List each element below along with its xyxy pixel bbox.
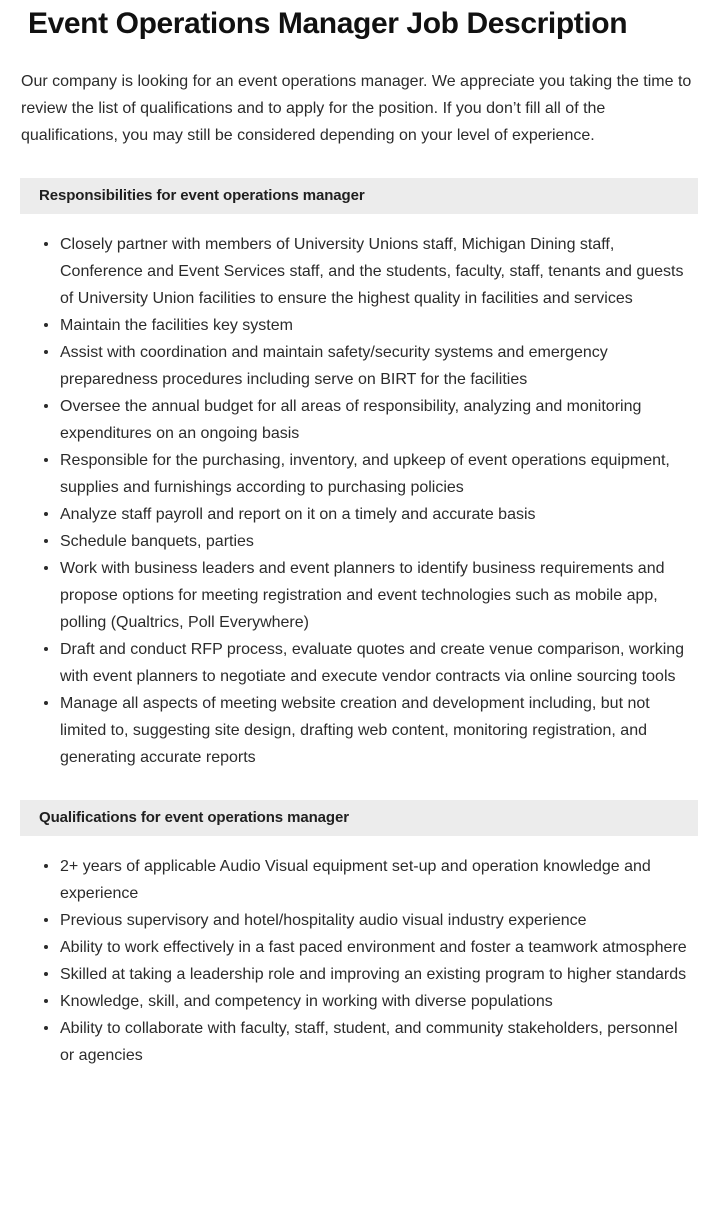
list-item: Responsible for the purchasing, inventory, and upkeep of event operations equipment, supplies and furnishings according to purchasing policies [44, 447, 692, 501]
qualifications-list [0, 836, 720, 1069]
section-header-qualifications [20, 800, 698, 836]
list-item: Assist with coordination and maintain safety/security systems and emergency preparedness procedures including serve on BIRT for the facilities [44, 339, 692, 393]
section-heading-label: Qualifications for event operations manager [39, 809, 349, 826]
list-item: Maintain the facilities key system [44, 312, 692, 339]
list-item: Ability to work effectively in a fast paced environment and foster a teamwork atmosphere [44, 934, 692, 961]
list-item: Analyze staff payroll and report on it on a timely and accurate basis [44, 501, 692, 528]
section-qualifications [0, 800, 720, 1069]
list-item: Manage all aspects of meeting website creation and development including, but not limited to, suggesting site design, drafting web content, monitoring registration, and generating accurate reports [44, 690, 692, 771]
list-item: Ability to collaborate with faculty, staff, student, and community stakeholders, personnel or agencies [44, 1015, 692, 1069]
section-header-responsibilities [20, 178, 698, 214]
list-item: Oversee the annual budget for all areas of responsibility, analyzing and monitoring expenditures on an ongoing basis [44, 393, 692, 447]
section-responsibilities [0, 178, 720, 771]
list-item: Work with business leaders and event planners to identify business requirements and propose options for meeting registration and event technologies such as mobile app, polling (Qualtrics, Poll Everywhere) [44, 555, 692, 636]
list-item: Previous supervisory and hotel/hospitality audio visual industry experience [44, 907, 692, 934]
list-item: Skilled at taking a leadership role and improving an existing program to higher standards [44, 961, 692, 988]
list-item: Schedule banquets, parties [44, 528, 692, 555]
page-title: Event Operations Manager Job Description [28, 7, 628, 40]
intro-paragraph: Our company is looking for an event operations manager. We appreciate you taking the time to review the list of qualifications and to apply for the position. If you don’t fill all of the qualifications, you may still be considered depending on your level of experience. [21, 73, 692, 144]
list-item: Knowledge, skill, and competency in working with diverse populations [44, 988, 692, 1015]
responsibilities-list [0, 214, 720, 771]
list-item: 2+ years of applicable Audio Visual equipment set-up and operation knowledge and experience [44, 853, 692, 907]
section-heading-label: Responsibilities for event operations manager [39, 187, 365, 204]
list-item: Closely partner with members of University Unions staff, Michigan Dining staff, Conference and Event Services staff, and the students, faculty, staff, tenants and guests of University Union facilities to ensure the highest quality in facilities and services [44, 231, 692, 312]
list-item: Draft and conduct RFP process, evaluate quotes and create venue comparison, working with event planners to negotiate and execute vendor contracts via online sourcing tools [44, 636, 692, 690]
